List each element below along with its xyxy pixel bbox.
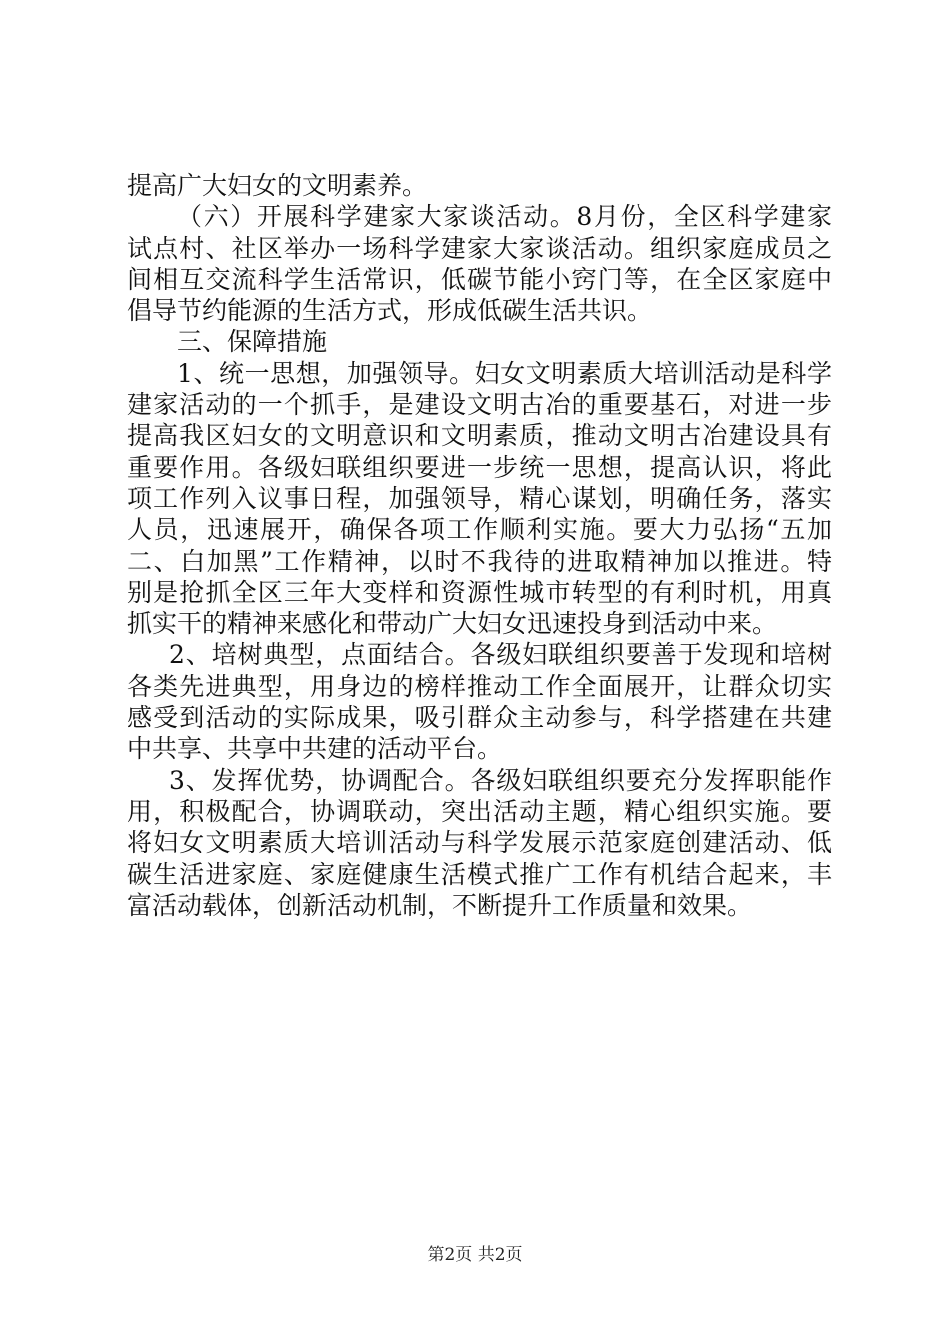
text-line: 2、培树典型，点面结合。各级妇联组织要善于发现和培树 — [169, 640, 832, 670]
text-line: 1、统一思想，加强领导。妇女文明素质大培训活动是科学 — [177, 358, 832, 388]
text-line: 用，积极配合，协调联动，突出活动主题，精心组织实施。要 — [127, 796, 832, 826]
text-line: 倡导节约能源的生活方式，形成低碳生活共识。 — [127, 296, 653, 326]
text-line: 建家活动的一个抓手，是建设文明古冶的重要基石，对进一步 — [127, 390, 832, 420]
text-line: 碳生活进家庭、家庭健康生活模式推广工作有机结合起来，丰 — [127, 859, 832, 889]
text-line: 间相互交流科学生活常识，低碳节能小窍门等，在全区家庭中 — [127, 264, 832, 294]
text-line: 3、发挥优势，协调配合。各级妇联组织要充分发挥职能作 — [169, 765, 832, 795]
text-line: 中共享、共享中共建的活动平台。 — [127, 734, 503, 764]
text-line: 重要作用。各级妇联组织要进一步统一思想，提高认识，将此 — [127, 452, 832, 482]
text-line: 试点村、社区举办一场科学建家大家谈活动。组织家庭成员之 — [127, 233, 832, 263]
page-number: 第2页 共2页 — [427, 1245, 523, 1265]
text-line: （六）开展科学建家大家谈活动。8月份，全区科学建家 — [177, 202, 832, 232]
text-line: 提高广大妇女的文明素养。 — [127, 171, 428, 200]
document-body — [127, 170, 832, 921]
text-line: 将妇女文明素质大培训活动与科学发展示范家庭创建活动、低 — [127, 828, 832, 858]
text-line: 提高我区妇女的文明意识和文明素质，推动文明古冶建设具有 — [127, 421, 832, 451]
text-line: 别是抢抓全区三年大变样和资源性城市转型的有利时机，用真 — [127, 577, 832, 607]
text-line: 项工作列入议事日程，加强领导，精心谋划，明确任务，落实 — [127, 483, 832, 513]
text-line: 各类先进典型，用身边的榜样推动工作全面展开，让群众切实 — [127, 671, 832, 701]
text-line: 二、白加黑”工作精神，以时不我待的进取精神加以推进。特 — [127, 546, 832, 576]
text-line: 人员，迅速展开，确保各项工作顺利实施。要大力弘扬“五加 — [127, 515, 832, 545]
section-heading: 三、保障措施 — [177, 327, 328, 357]
text-line: 感受到活动的实际成果，吸引群众主动参与，科学搭建在共建 — [127, 703, 832, 733]
text-line: 抓实干的精神来感化和带动广大妇女迅速投身到活动中来。 — [127, 609, 778, 639]
text-line: 富活动载体，创新活动机制，不断提升工作质量和效果。 — [127, 890, 753, 920]
